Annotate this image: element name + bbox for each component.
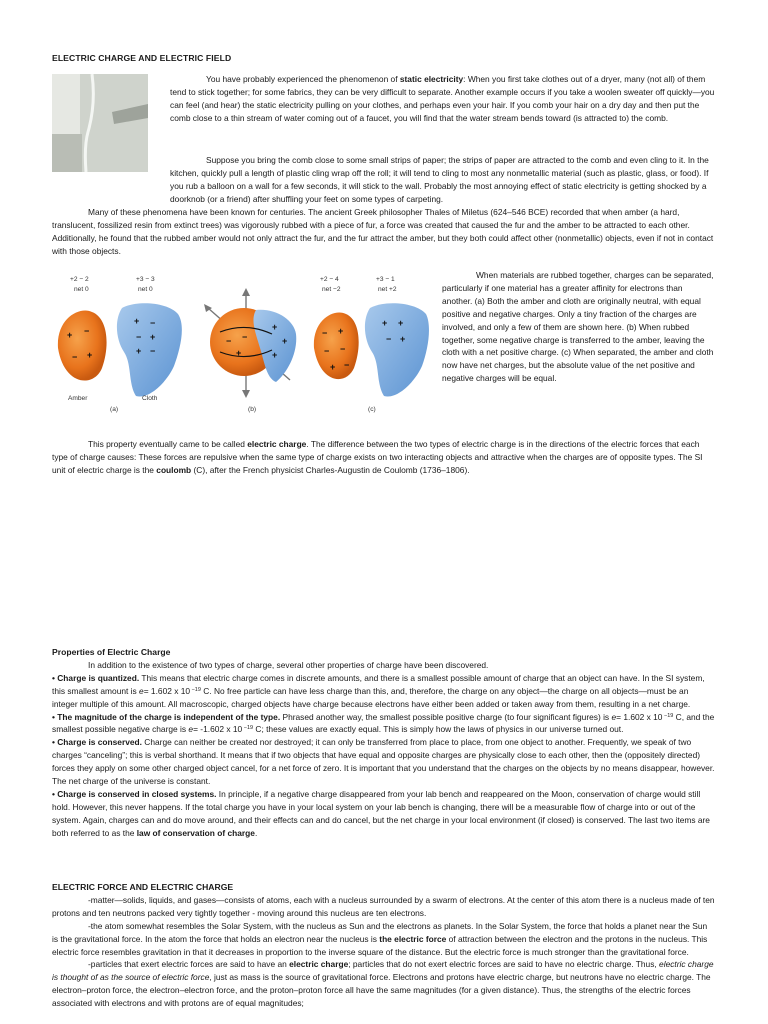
intro-paragraph-3: Many of these phenomena have been known for centuries. The ancient Greek philosopher Thales of Miletus (624–546 BCE) recorded that when amber (a hard, translucent, fossilized resin from extinct trees) was vigorously rubbed with a piece of fur, a force was created that caused the fur and the amber to be attracted to each other. Additionally, he found that the rubbed amber would not only attract the fur, and the fur attract the amber, but they both could affect other (nonmetallic) objects, even if not in contact with those objects. <box>52 207 714 256</box>
electric-force-term: the electric force <box>379 933 447 944</box>
panel-a-label: (a) <box>110 406 119 413</box>
c-amber-plus-1: + <box>338 326 344 336</box>
coulomb-term: coulomb <box>156 464 192 475</box>
a-amber-plus-2: + <box>87 350 93 360</box>
intro-paragraph-1: You have probably experienced the phenomenon of static electricity: When you first take clothes out of a dryer, many (not all) of them tend to stick together; for some fabrics, they can be very difficult to separate. Another example occurs if you take a woolen sweater off quickly—you can feel (and hear) the static electricity pulling on your clothes, and perhaps even your hair. If you comb your hair on a dry day and then put the comb close to a thin stream of water coming out of a faucet, you will find that the water stream bends toward (is attracted to) the comb. <box>170 74 715 123</box>
a-amber-minus-1: − <box>84 326 90 336</box>
properties-section <box>52 646 715 840</box>
properties-intro: In addition to the existence of two types of charge, several other properties of charge have been discovered. <box>88 659 489 670</box>
force-paragraph-3: -particles that exert electric forces are said to have an electric charge; particles that do not exert electric forces are said to have no electric charge. Thus, electric charge is thought of as the source of electric force, just as mass is the source of gravitational force. Electrons and protons have electric charge, but neutrons have no electric charge. The electron–proton force, the electron–electron force, and the proton–proton force all have the same magnitudes (for a given distance). Thus, the strengths of the electric forces associated with electrons and with protons are of equal magnitudes; <box>52 959 714 1009</box>
intro-paragraph-2 <box>52 154 716 206</box>
a-cloth-plus-2: + <box>150 332 156 342</box>
force-paragraph-1: -matter—solids, liquids, and gases—consists of atoms, each with a nucleus surrounded by a swarm of electrons. At the center of this atom there is a nucleus made of ten protons and ten neutrons packed very tightly together - moving around this nucleus are ten electrons. <box>52 894 715 918</box>
electric-force-heading: ELECTRIC FORCE AND ELECTRIC CHARGE <box>52 882 234 892</box>
c-cloth-plus-1: + <box>382 318 388 328</box>
c-cloth-minus-1: − <box>386 334 392 344</box>
panel-c-label: (c) <box>368 406 376 413</box>
b-amber-minus-1: − <box>226 336 232 346</box>
electric-force-section <box>52 881 715 1010</box>
a-cloth-charge-label: +3 − 3 <box>136 276 155 283</box>
document-title: ELECTRIC CHARGE AND ELECTRIC FIELD <box>52 53 232 63</box>
a-cloth-plus-1: + <box>134 316 140 326</box>
force-paragraph-2: -the atom somewhat resembles the Solar System, with the nucleus as Sun and the electrons as planets. In the Solar System, the force that holds a planet near the Sun is the gravitational force. In the atom the force that holds an electron near the nucleus is the electric force of attraction between the electron and the protons in the nucleus. This electric force resembles gravitation in that it decreases in proportion to the inverse square of the distance. But the electric force is much stronger than the gravitational force. <box>52 920 708 957</box>
a-cloth-net-label: net 0 <box>138 286 153 293</box>
magnitude-item: • The magnitude of the charge is independent of the type. Phrased another way, the smallest possible positive charge (to four significant figures) is e= 1.602 x 10 $^{-19}$ C, and the smallest possible negative charge is e= -1.602 x 10 $^{-19}$ C; these values are exactly equal. This is simply how the laws of physics in our universe turned out. <box>52 711 715 735</box>
a-amber-shape <box>58 311 107 381</box>
a-amber-plus-1: + <box>67 330 73 340</box>
a-cloth-plus-3: + <box>136 346 142 356</box>
b-amber-plus-1: + <box>236 348 242 358</box>
c-cloth-shape <box>365 303 429 396</box>
a-amber-charge-label: +2 − 2 <box>70 276 89 283</box>
a-amber-net-label: net 0 <box>74 286 89 293</box>
c-cloth-net-label: net +2 <box>378 286 397 293</box>
cloth-label: Cloth <box>142 395 158 402</box>
c-cloth-charge-label: +3 − 1 <box>376 276 395 283</box>
c-amber-minus-3: − <box>340 344 346 354</box>
b-cloth-plus-2: + <box>282 336 288 346</box>
c-amber-minus-1: − <box>322 328 328 338</box>
c-amber-net-label: net −2 <box>322 286 341 293</box>
a-amber-minus-2: − <box>72 352 78 362</box>
c-amber-shape <box>314 312 359 379</box>
a-cloth-minus-1: − <box>150 318 156 328</box>
figure-caption: When materials are rubbed together, charges can be separated, particularly if one material has a greater affinity for electrons than another. (a) Both the amber and cloth are originally neutral, with equal positive and negative charges. Only a tiny fraction of the charges are involved, and only a few of them are shown here. (b) When rubbed together, some negative charge is transferred to the amber, leaving the cloth with a net positive charge. (c) When separated, the amber and cloth now have net charges, but the absolute value of the net positive and negative charges will be equal. <box>442 270 714 384</box>
conserved-item: • Charge is conserved. Charge can neither be created nor destroyed; it can only be transferred from place to place, from one object to another. Frequently, we speak of two charges “canceling”; this is verbal shorthand. It means that if two objects that have equal and opposite charges are physically close to each other, then the (oppositely directed) forces they apply on some other charged object cancel, for a net force of zero. It is important that you understand that the charges on the objects by no means disappear, however. The net charge of the universe is constant. <box>52 737 715 787</box>
c-cloth-plus-3: + <box>400 334 406 344</box>
intro-p2-text: Suppose you bring the comb close to some small strips of paper; the strips of paper are attracted to the comb and even cling to it. In the kitchen, quickly pull a length of plastic cling wrap off the roll; it will tend to cling to most any nonmetallic material (such as plastic, glass, or food). If you rub a balloon on a wall for a few seconds, it will stick to the wall. Probably the most annoying effect of static electricity is getting shocked by a doorknob (or a friend) after shuffling your feet on some types of carpeting. <box>170 155 709 204</box>
c-amber-charge-label: +2 − 4 <box>320 276 339 283</box>
charge-definition-paragraph: This property eventually came to be called electric charge. The difference between the two types of electric charge is in the directions of the electric forces that each type of charge causes: These forces are repulsive when the same type of charge exists on two interacting objects and attractive when the charges are of opposite types. The SI unit of electric charge is the coulomb (C), after the French physicist Charles-Augustin de Coulomb (1736–1806). <box>52 439 703 475</box>
c-amber-minus-4: − <box>344 360 350 370</box>
electric-charge-term: electric charge <box>247 439 307 449</box>
c-amber-minus-2: − <box>324 346 330 356</box>
closed-systems-item: • Charge is conserved in closed systems. In principle, if a negative charge disappeared from your lab bench and reappeared on the Moon, conservation of charge would still hold. However, this never happens. If the total charge you have in your local system on your lab bench is changing, there will be a measurable flow of charge into or out of the system. Again, charges can and do move around, and their effects can and do cancel, but the net charge in your local environment (if closed) is conserved. The last two items are both referred to as the law of conservation of charge. <box>52 788 710 838</box>
a-cloth-minus-3: − <box>150 346 156 356</box>
b-cloth-plus-1: + <box>272 322 278 332</box>
c-cloth-plus-2: + <box>398 318 404 328</box>
conservation-law-term: law of conservation of charge <box>136 827 255 838</box>
amber-label: Amber <box>68 395 88 402</box>
charge-separation-figure <box>50 268 432 418</box>
panel-b-label: (b) <box>248 406 257 413</box>
static-electricity-term: static electricity <box>399 74 464 84</box>
quantized-item: • Charge is quantized. This means that electric charge comes in discrete amounts, and there is a smallest possible amount of charge that an object can have. In the SI system, this smallest amount is e= 1.602 x 10 $^{-19}$ C. No free particle can have less charge than this, and, therefore, the charge on any object—the charge on all objects—must be an integer multiple of this amount. All macroscopic, charged objects have charge because electrons have either been added or taken away from them, resulting in a net charge. <box>52 672 705 709</box>
b-cloth-plus-3: + <box>272 350 278 360</box>
c-amber-plus-2: + <box>330 362 336 372</box>
b-amber-minus-2: − <box>242 332 248 342</box>
properties-heading: Properties of Electric Charge <box>52 647 171 657</box>
a-cloth-minus-2: − <box>136 332 142 342</box>
